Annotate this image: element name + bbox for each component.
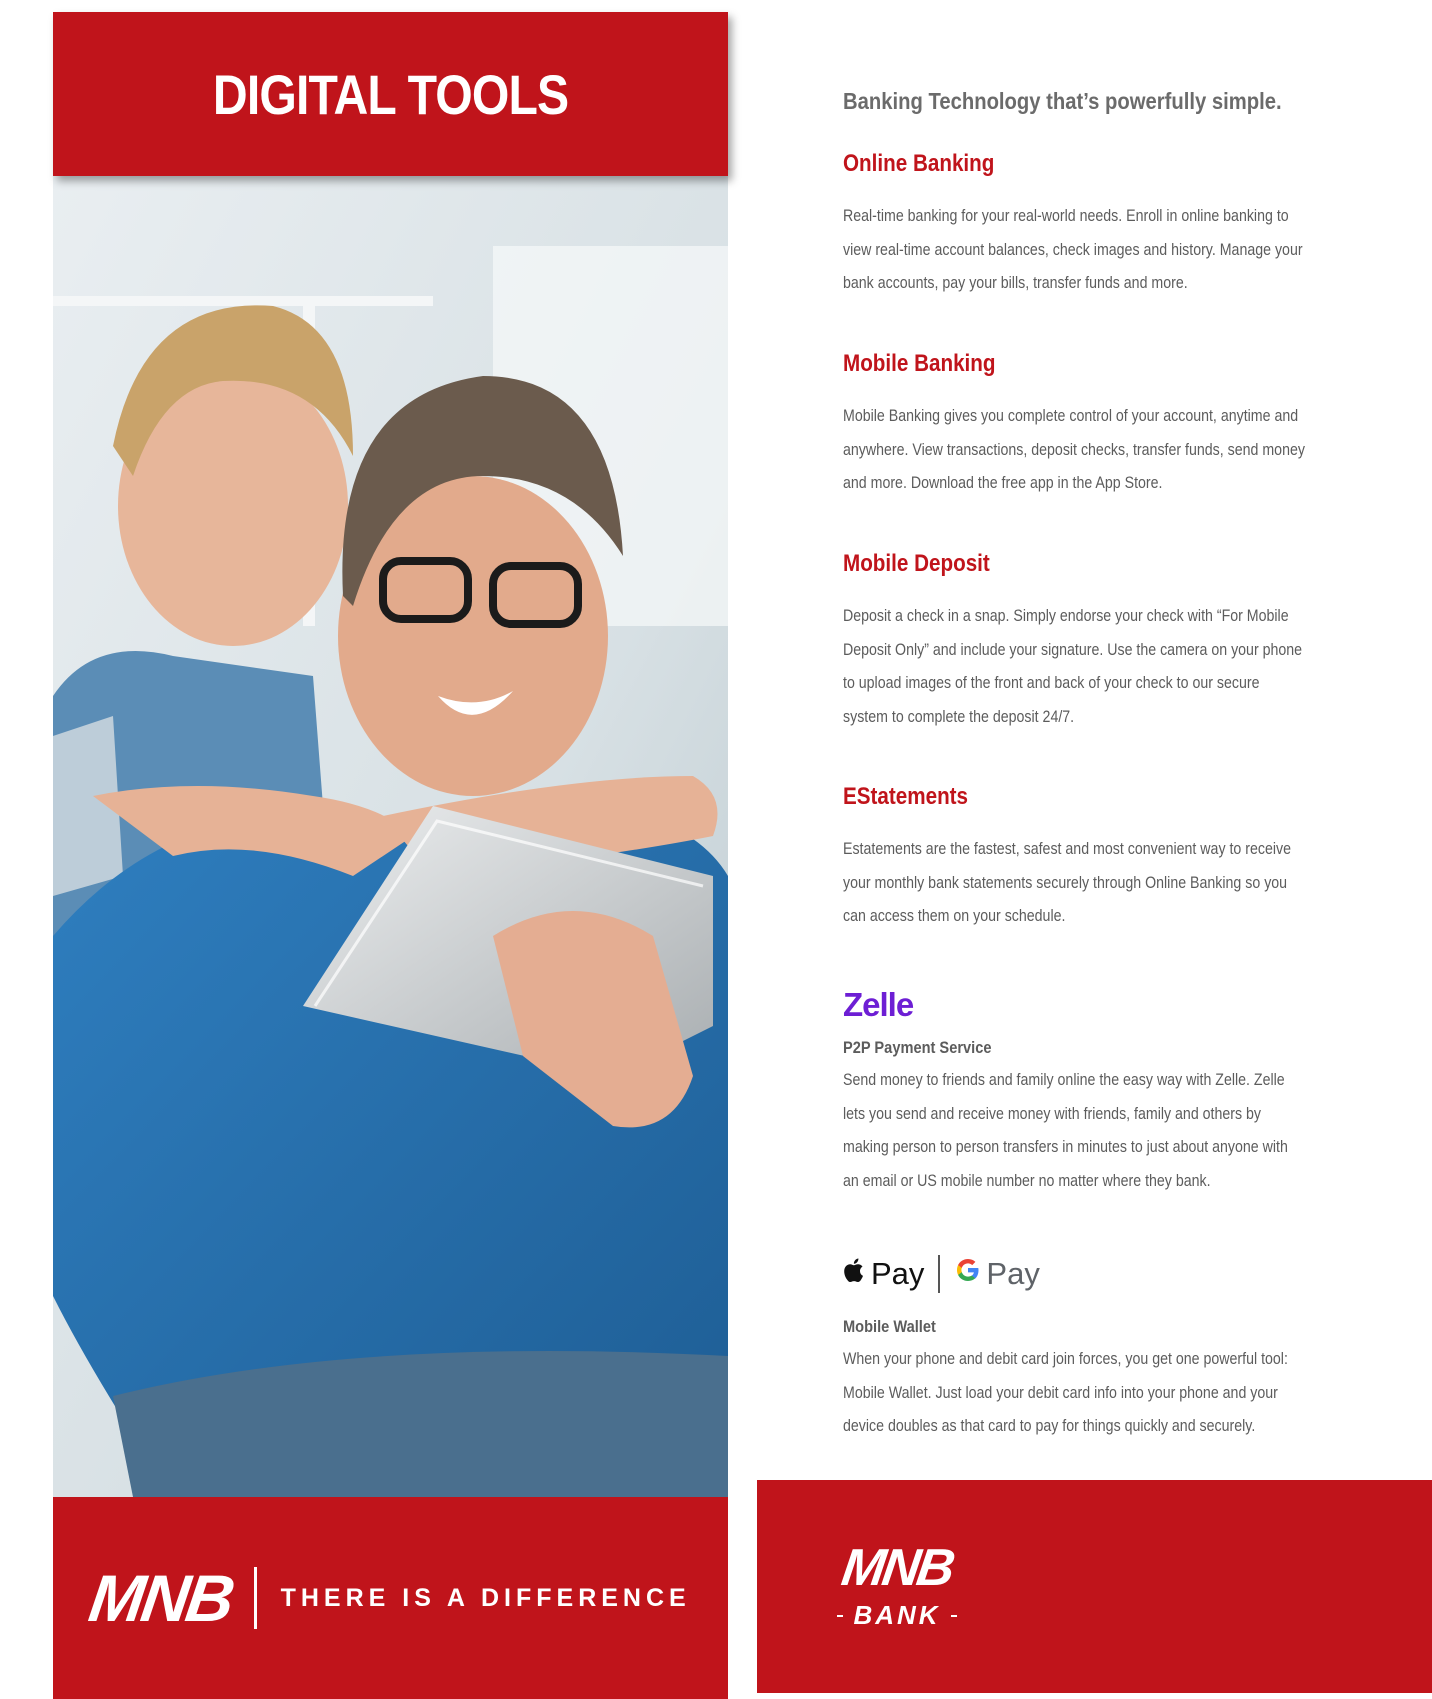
section-heading: Online Banking	[843, 150, 995, 177]
estatements-section	[843, 783, 1363, 934]
bank-label: BANK	[853, 1600, 941, 1630]
section-heading: EStatements	[843, 783, 969, 810]
zelle-logo: Zelle	[843, 986, 914, 1023]
mnb-bank-logo	[827, 1538, 967, 1631]
section-heading: Mobile Banking	[843, 350, 996, 377]
back-footer	[757, 1480, 1432, 1693]
mobile-banking-section	[843, 350, 1363, 501]
page-title: DIGITAL TOOLS	[212, 62, 569, 126]
footer-divider	[254, 1567, 257, 1629]
mnb-logo: MNB	[838, 1539, 956, 1597]
mnb-logo: MNB	[85, 1561, 237, 1635]
zelle-subheading: P2P Payment Service	[843, 1038, 992, 1057]
section-body: Estatements are the fastest, safest and most convenient way to receive your monthly bank statements securely through Online Banking so you can access them on your schedule.	[843, 840, 1292, 925]
zelle-body: Send money to friends and family online the easy way with Zelle. Zelle lets you send and receive money with friends, family and others by making person to person transfers in minutes to just about anyone with an email or US mobile number no matter where they bank.	[843, 1071, 1288, 1190]
google-pay-logo	[954, 1256, 1039, 1292]
tagline: THERE IS A DIFFERENCE	[280, 1583, 691, 1612]
apple-icon	[843, 1256, 867, 1292]
dash-right	[951, 1615, 957, 1617]
dash-left	[837, 1615, 843, 1617]
cover-footer	[53, 1497, 728, 1699]
wallet-subheading: Mobile Wallet	[843, 1317, 936, 1336]
section-body: Real-time banking for your real-world needs. Enroll in online banking to view real-time account balances, check images and history. Manage your bank accounts, pay your bills, transfer funds and more.	[843, 207, 1303, 292]
google-pay-label: Pay	[986, 1256, 1040, 1291]
apple-pay-logo	[843, 1256, 924, 1292]
wallet-logo-divider	[938, 1255, 940, 1293]
wallet-body: When your phone and debit card join forces, you get one powerful tool: Mobile Wallet. Just load your debit card info into your phone and your device doubles as that card to pay for things quickly and securely.	[843, 1350, 1288, 1435]
section-heading: Mobile Deposit	[843, 550, 990, 577]
title-banner	[53, 12, 728, 176]
mobile-deposit-section	[843, 550, 1363, 734]
hero-photo-illustration	[53, 176, 728, 1497]
section-body: Mobile Banking gives you complete control of your account, anytime and anywhere. View transactions, deposit checks, transfer funds, send money and more. Download the free app in the App Store.	[843, 407, 1305, 492]
bank-label-line	[827, 1600, 967, 1631]
hero-photo	[53, 176, 728, 1497]
mobile-wallet-section	[843, 1250, 1363, 1444]
intro-heading: Banking Technology that’s powerfully simple.	[843, 88, 1282, 114]
section-body: Deposit a check in a snap. Simply endorse your check with “For Mobile Deposit Only” and include your signature. Use the camera on your phone to upload images of the front and back of your check to our secure system to complete the deposit 24/7.	[843, 607, 1303, 726]
zelle-section	[843, 983, 1363, 1198]
apple-pay-label: Pay	[871, 1256, 925, 1291]
google-g-icon	[954, 1256, 982, 1292]
cover-panel	[53, 12, 728, 1699]
wallet-logos	[843, 1250, 1363, 1298]
online-banking-section	[843, 150, 1363, 301]
